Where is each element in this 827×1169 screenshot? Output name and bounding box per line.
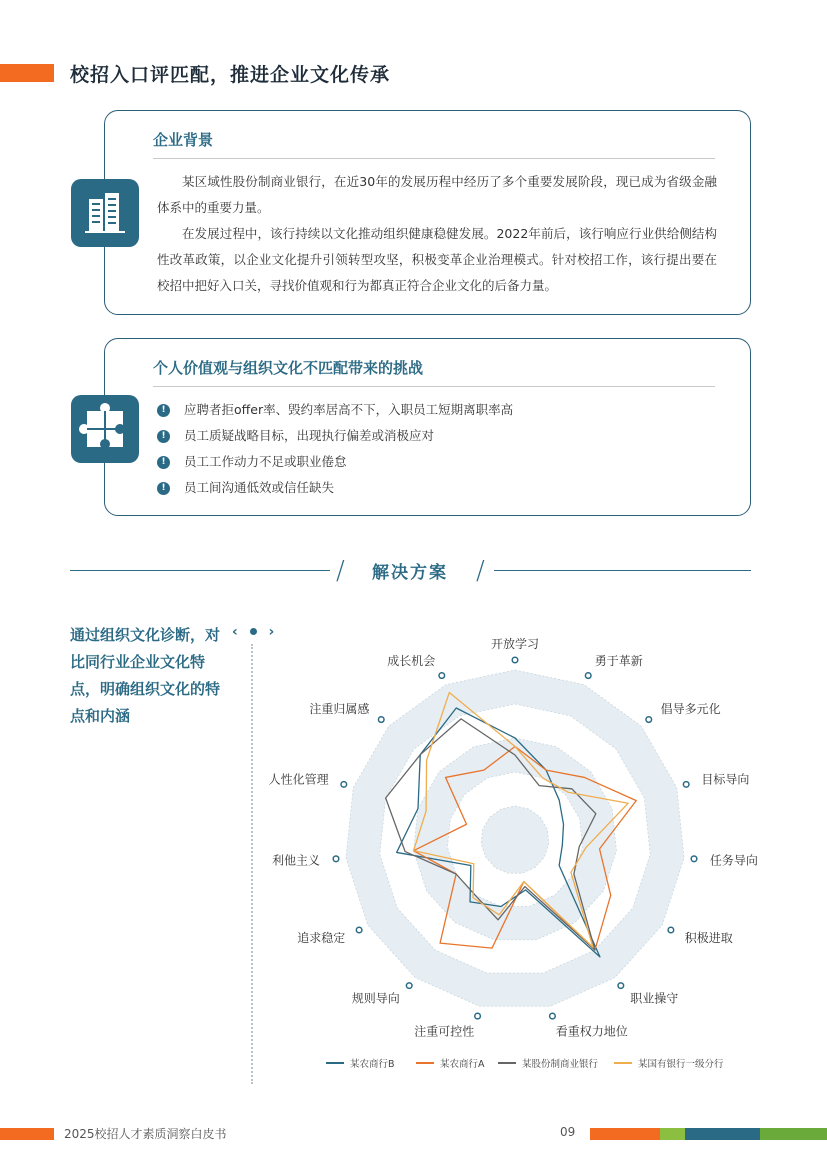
radar-chart (260, 630, 780, 1050)
axis-label: 追求稳定 (297, 931, 346, 945)
page-number: 09 (560, 1125, 576, 1139)
slash-decoration: / (476, 556, 485, 586)
section-divider-left (70, 570, 330, 571)
axis-marker (356, 927, 362, 933)
axis-label: 看重权力地位 (555, 1024, 628, 1039)
axis-label: 成长机会 (387, 653, 436, 668)
axis-label: 利他主义 (272, 853, 321, 868)
axis-label: 注重归属感 (309, 701, 370, 716)
background-heading: 企业背景 (153, 129, 715, 159)
legend-item (614, 1056, 724, 1070)
axis-label: 倡导多元化 (660, 701, 721, 716)
footer-title: 2025校招人才素质洞察白皮书 (64, 1127, 227, 1141)
axis-marker (585, 673, 591, 679)
building-icon (71, 179, 139, 247)
legend-label: 某农商行B (350, 1059, 395, 1070)
legend-swatch (614, 1062, 632, 1064)
list-item: ! 应聘者拒offer率、毁约率居高不下，入职员工短期离职率高 (157, 397, 513, 423)
puzzle-icon (71, 395, 139, 463)
footer-color-bar (660, 1128, 685, 1140)
axis-marker (512, 657, 518, 663)
list-item: ! 员工间沟通低效或信任缺失 (157, 475, 513, 501)
section-title: 解决方案 (372, 563, 448, 583)
challenges-heading: 个人价值观与组织文化不匹配带来的挑战 (153, 357, 715, 387)
axis-label: 积极进取 (684, 931, 733, 945)
axis-label: 人性化管理 (268, 772, 329, 787)
section-divider-right (494, 570, 751, 571)
legend-label: 某农商行A (440, 1059, 485, 1070)
legend-label: 某国有银行一级分行 (638, 1059, 724, 1070)
page-title: 校招入口评匹配，推进企业文化传承 (70, 64, 391, 86)
legend-swatch (416, 1062, 434, 1064)
background-card (104, 110, 751, 315)
axis-label: 规则导向 (351, 991, 400, 1006)
exclamation-icon: ! (157, 430, 170, 443)
background-body (157, 169, 717, 299)
chevron-right-icon[interactable]: › (268, 624, 275, 640)
legend-item (498, 1056, 598, 1070)
footer-color-bar (590, 1128, 660, 1140)
challenges-list (157, 397, 513, 501)
legend-swatch (326, 1062, 344, 1064)
axis-marker (341, 782, 347, 788)
axis-marker (646, 717, 652, 723)
footer-color-bar (685, 1128, 760, 1140)
axis-marker (439, 673, 445, 679)
axis-marker (475, 1013, 481, 1019)
axis-marker (333, 856, 339, 862)
axis-label: 职业操守 (630, 991, 679, 1006)
legend-item (326, 1056, 395, 1070)
title-accent-bar (0, 64, 54, 82)
axis-marker (406, 983, 412, 989)
axis-marker (618, 983, 624, 989)
dot-icon (250, 628, 257, 635)
chart-legend (0, 1056, 827, 1072)
footer-accent-bar (0, 1128, 54, 1140)
background-paragraph: 某区域性股份制商业银行，在近30年的发展历程中经历了多个重要发展阶段，现已成为省级金融体系中的重要力量。 (157, 174, 717, 215)
exclamation-icon: ! (157, 482, 170, 495)
axis-marker (691, 856, 697, 862)
footer-color-bar (760, 1128, 827, 1140)
background-paragraph: 在发展过程中，该行持续以文化推动组织健康稳健发展。2022年前后，该行响应行业供给侧结构性改革政策，以企业文化提升引领转型攻坚，积极变革企业治理模式。针对校招工作，该行提出要在校招中把好入口关，寻找价值观和行为都真正符合企业文化的后备力量。 (157, 226, 717, 293)
solution-description: 通过组织文化诊断，对比同行业企业文化特点，明确组织文化的特点和内涵 (70, 626, 221, 725)
dotted-divider (251, 644, 253, 1084)
axis-marker (683, 782, 689, 788)
axis-label: 开放学习 (490, 637, 540, 651)
challenges-card (104, 338, 751, 516)
slash-decoration: / (336, 556, 345, 586)
axis-label: 勇于革新 (594, 653, 643, 668)
chevron-left-icon[interactable]: ‹ (232, 624, 238, 640)
list-item: ! 员工工作动力不足或职业倦怠 (157, 449, 513, 475)
legend-swatch (498, 1062, 516, 1064)
axis-marker (378, 717, 384, 723)
exclamation-icon: ! (157, 404, 170, 417)
axis-label: 任务导向 (709, 853, 758, 868)
exclamation-icon: ! (157, 456, 170, 469)
legend-label: 某股份制商业银行 (522, 1059, 599, 1070)
axis-marker (668, 927, 674, 933)
axis-label: 注重可控性 (414, 1024, 475, 1039)
list-item: ! 员工质疑战略目标，出现执行偏差或消极应对 (157, 423, 513, 449)
axis-marker (550, 1013, 556, 1019)
legend-item (416, 1056, 485, 1070)
axis-label: 目标导向 (701, 772, 750, 787)
